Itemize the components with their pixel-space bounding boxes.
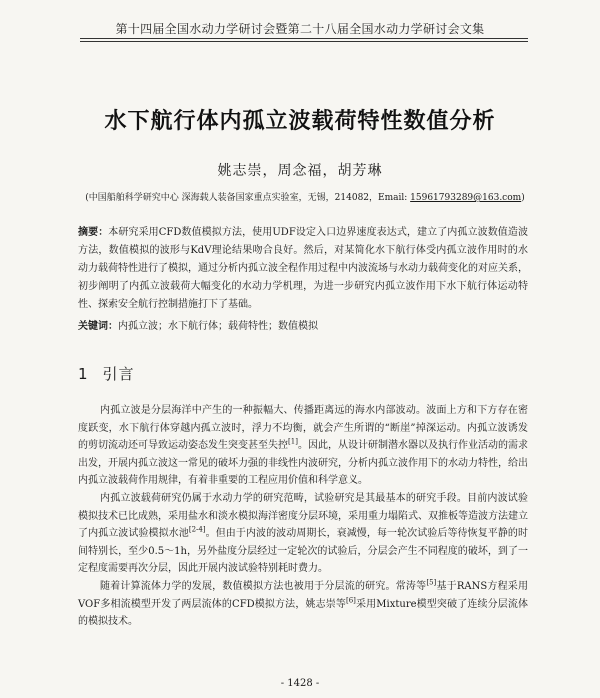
p3-tail: 采用Mixture模型突破了连续分层流体的模拟技术。 xyxy=(78,598,528,628)
keywords-text: 内孤立波；水下航行体；载荷特性；数值模拟 xyxy=(118,321,318,332)
running-header: 第十四届全国水动力学研讨会暨第二十八届全国水动力学研讨会文集 xyxy=(115,22,485,36)
keywords-label: 关键词： xyxy=(78,321,118,332)
abstract xyxy=(78,224,528,314)
affiliation-close: ) xyxy=(521,193,525,203)
p1-tail: 。因此，从设计研制潜水器以及执行作业活动的需求出发，开展内孤立波这一常见的破坏力强的非线性内波研究，分析内孤立波作用下的水动力特性，给出内孤立波载荷作用规律，有着非重要的工程应用价值和科学意义。 xyxy=(78,440,529,487)
section-title: 引言 xyxy=(102,365,135,383)
p2-text: 内孤立波载荷研究仍属于水动力学的研究范畴，试验研究是其最基本的研究手段。目前内波试验模拟技术已比成熟，采用盐水和淡水模拟海洋密度分层环境，采用重力塌陷式、双推板等造波方法建立了内孤立波试验模拟水池 xyxy=(78,492,528,540)
paragraph-2 xyxy=(78,490,528,578)
keywords xyxy=(78,319,528,335)
affiliation-text: (中国船舶科学研究中心 深海载人装备国家重点实验室，无锡，214082，Email: xyxy=(85,193,411,203)
header-rule-thin xyxy=(80,41,528,42)
header-rule xyxy=(80,38,528,39)
email-link[interactable]: 15961793289@163.com xyxy=(410,193,522,203)
affiliation xyxy=(55,190,555,203)
p3-text: 随着计算流体力学的发展，数值模拟方法也被用于分层流的研究。常涛等 xyxy=(100,580,427,592)
p1-text: 内孤立波是分层海洋中产生的一种振幅大、传播距离远的海水内部波动。波面上方和下方存在密度跃变，水下航行体穿越内孤立波时，浮力不均衡，就会产生所谓的“断崖”掉深运动。内孤立波诱发的剪切流动还可导致运动姿态发生突变甚至失控 xyxy=(78,405,528,452)
paragraph-3 xyxy=(78,578,528,631)
citation-ref: [1] xyxy=(288,437,298,446)
paper-title: 水下航行体内孤立波载荷特性数值分析 xyxy=(104,109,496,134)
section-heading xyxy=(78,363,135,384)
authors: 姚志崇，周念福，胡芳琳 xyxy=(217,163,383,179)
page-number: - 1428 - xyxy=(280,678,320,689)
abstract-label: 摘要： xyxy=(78,227,109,238)
p3-mid: 基于RANS方程采用VOF多相流模型开发了两层流体的CFD模拟方法，姚志崇等 xyxy=(78,580,529,610)
citation-ref: [5] xyxy=(426,578,437,587)
p2-tail: 。但由于内波的波动周期长，衰减慢，每一轮次试验后等待恢复平静的时间特别长，至少0.5～1h，另外盐度分层经过一定轮次的试验后，分层会产生不同程度的破坏，到了一定程度需要再次分层，因此开展内波试验特别耗时费力。 xyxy=(78,528,529,575)
body-text xyxy=(78,402,528,631)
paragraph-1 xyxy=(78,402,528,490)
section-number: 1 xyxy=(78,365,89,383)
citation-ref: [2-4] xyxy=(188,525,206,534)
citation-ref: [6] xyxy=(345,596,356,605)
abstract-text: 本研究采用CFD数值模拟方法，使用UDF设定入口边界速度表达式，建立了内孤立波数值造波方法，数值模拟的波形与KdV理论结果吻合良好。然后，对某简化水下航行体受内孤立波作用时的水动力载荷特性进行了模拟，通过分析内孤立波全程作用过程中内波流场与水动力载荷变化的对应关系，初步阐明了内孤立波载荷大幅变化的水动力学机理，为进一步研究内孤立波作用下水下航行体运动特性、探索安全航行控制措施打下了基础。 xyxy=(78,227,528,310)
